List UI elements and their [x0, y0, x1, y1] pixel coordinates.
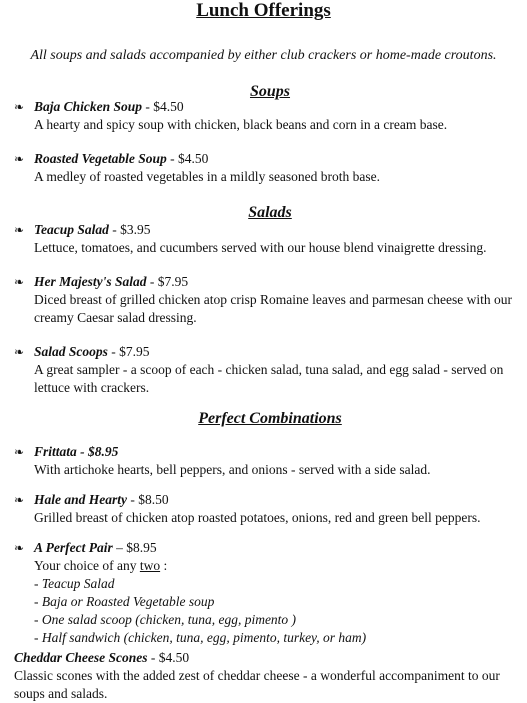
option-soup: - Baja or Roasted Vegetable soup — [34, 594, 215, 609]
item-description: Grilled breast of chicken atop roasted potatoes, onions, red and green bell peppers. — [34, 510, 481, 525]
fleuron-bullet-icon: ❧ — [14, 345, 25, 359]
item-name: Hale and Hearty — [34, 492, 127, 507]
menu-item-baja-chicken-soup: ❧ Baja Chicken Soup - $4.50 A hearty and spicy soup with chicken, black beans and corn in a cream base. — [14, 98, 523, 134]
fleuron-bullet-icon: ❧ — [14, 275, 25, 289]
menu-item-roasted-vegetable-soup: ❧ Roasted Vegetable Soup - $4.50 A medley of roasted vegetables in a mildly seasoned broth base. — [14, 150, 523, 186]
choice-suffix: : — [160, 558, 168, 573]
menu-item-hale-and-hearty: ❧ Hale and Hearty - $8.50 Grilled breast of chicken atop roasted potatoes, onions, red and green bell peppers. — [14, 491, 523, 527]
menu-item-frittata — [14, 443, 523, 479]
item-name: Cheddar Cheese Scones — [14, 650, 148, 665]
menu-item-a-perfect-pair: ❧ A Perfect Pair – $8.95 Your choice of any two : - Teacup Salad - Baja or Roasted Vegetable soup - One salad scoop (chicken, tuna, egg, pimento ) - Half sandwich (chicken, tuna, egg, pimento, turkey, or ham) — [14, 539, 523, 647]
fleuron-bullet-icon: ❧ — [14, 223, 25, 237]
menu-item-cheddar-cheese-scones: Cheddar Cheese Scones - $4.50 Classic scones with the added zest of cheddar cheese - a wonderful accompaniment to our soups and salads. — [14, 649, 523, 703]
choice-count: two — [139, 558, 161, 573]
item-price: $7.95 — [119, 344, 150, 359]
section-heading-soups: Soups — [249, 83, 291, 100]
fleuron-bullet-icon: ❧ — [14, 541, 25, 555]
menu-item-her-majestys-salad: ❧ Her Majesty's Salad - $7.95 Diced breast of grilled chicken atop crisp Romaine leaves and parmesan cheese with our creamy Caesar salad dressing. — [14, 273, 523, 327]
choice-prefix: Your choice of any — [34, 558, 140, 573]
item-description-line-2: creamy Caesar salad dressing. — [34, 310, 197, 325]
item-description-line-2: lettuce with crackers. — [34, 380, 150, 395]
item-description-line-1: Classic scones with the added zest of cheddar cheese - a wonderful accompaniment to our — [14, 668, 500, 683]
item-description: A medley of roasted vegetables in a mildly seasoned broth base. — [34, 169, 381, 184]
item-price: $4.50 — [178, 151, 209, 166]
menu-item-teacup-salad: ❧ Teacup Salad - $3.95 Lettuce, tomatoes, and cucumbers served with our house blend vinaigrette dressing. — [14, 221, 523, 257]
fleuron-bullet-icon: ❧ — [14, 100, 25, 114]
item-description: With artichoke hearts, bell peppers, and onions - served with a side salad. — [34, 462, 431, 477]
fleuron-bullet-icon: ❧ — [14, 445, 25, 459]
item-description-line-2: soups and salads. — [14, 686, 108, 701]
item-description-line-1: Diced breast of grilled chicken atop crisp Romaine leaves and parmesan cheese with our — [34, 292, 512, 307]
item-price: $7.95 — [157, 274, 189, 289]
option-half-sandwich: - Half sandwich (chicken, tuna, egg, pimento, turkey, or ham) — [34, 630, 367, 645]
item-name: Teacup Salad — [34, 222, 109, 237]
item-description: A hearty and spicy soup with chicken, black beans and corn in a cream base. — [34, 117, 448, 132]
section-heading-salads: Salads — [248, 204, 292, 221]
page-title: Lunch Offerings — [196, 0, 331, 21]
fleuron-bullet-icon: ❧ — [14, 152, 25, 166]
fleuron-bullet-icon: ❧ — [14, 493, 25, 507]
item-name: Salad Scoops — [34, 344, 108, 359]
item-description: Lettuce, tomatoes, and cucumbers served with our house blend vinaigrette dressing. — [34, 240, 487, 255]
item-name: Frittata - $8.95 — [34, 444, 119, 459]
item-price: $8.95 — [126, 540, 157, 555]
option-salad-scoop: - One salad scoop (chicken, tuna, egg, pimento ) — [34, 612, 297, 627]
item-name: Roasted Vegetable Soup — [34, 151, 167, 166]
item-name: Baja Chicken Soup — [34, 99, 143, 114]
intro-note: All soups and salads accompanied by either club crackers or home-made croutons. — [30, 48, 497, 63]
item-price: $4.50 — [158, 650, 190, 665]
choice-note — [14, 557, 523, 575]
item-price: $8.50 — [138, 492, 169, 507]
item-name: A Perfect Pair — [34, 540, 113, 555]
menu-item-salad-scoops: ❧ Salad Scoops - $7.95 A great sampler - a scoop of each - chicken salad, tuna salad, and egg salad - served on lettuce with crackers. — [14, 343, 523, 397]
item-description-line-1: A great sampler - a scoop of each - chicken salad, tuna salad, and egg salad - served on — [34, 362, 504, 377]
option-teacup-salad: - Teacup Salad — [34, 576, 115, 591]
item-price: $3.95 — [120, 222, 151, 237]
item-price: $4.50 — [153, 99, 184, 114]
section-heading-perfect-combinations: Perfect Combinations — [198, 410, 342, 427]
item-name: Her Majesty's Salad — [34, 274, 147, 289]
